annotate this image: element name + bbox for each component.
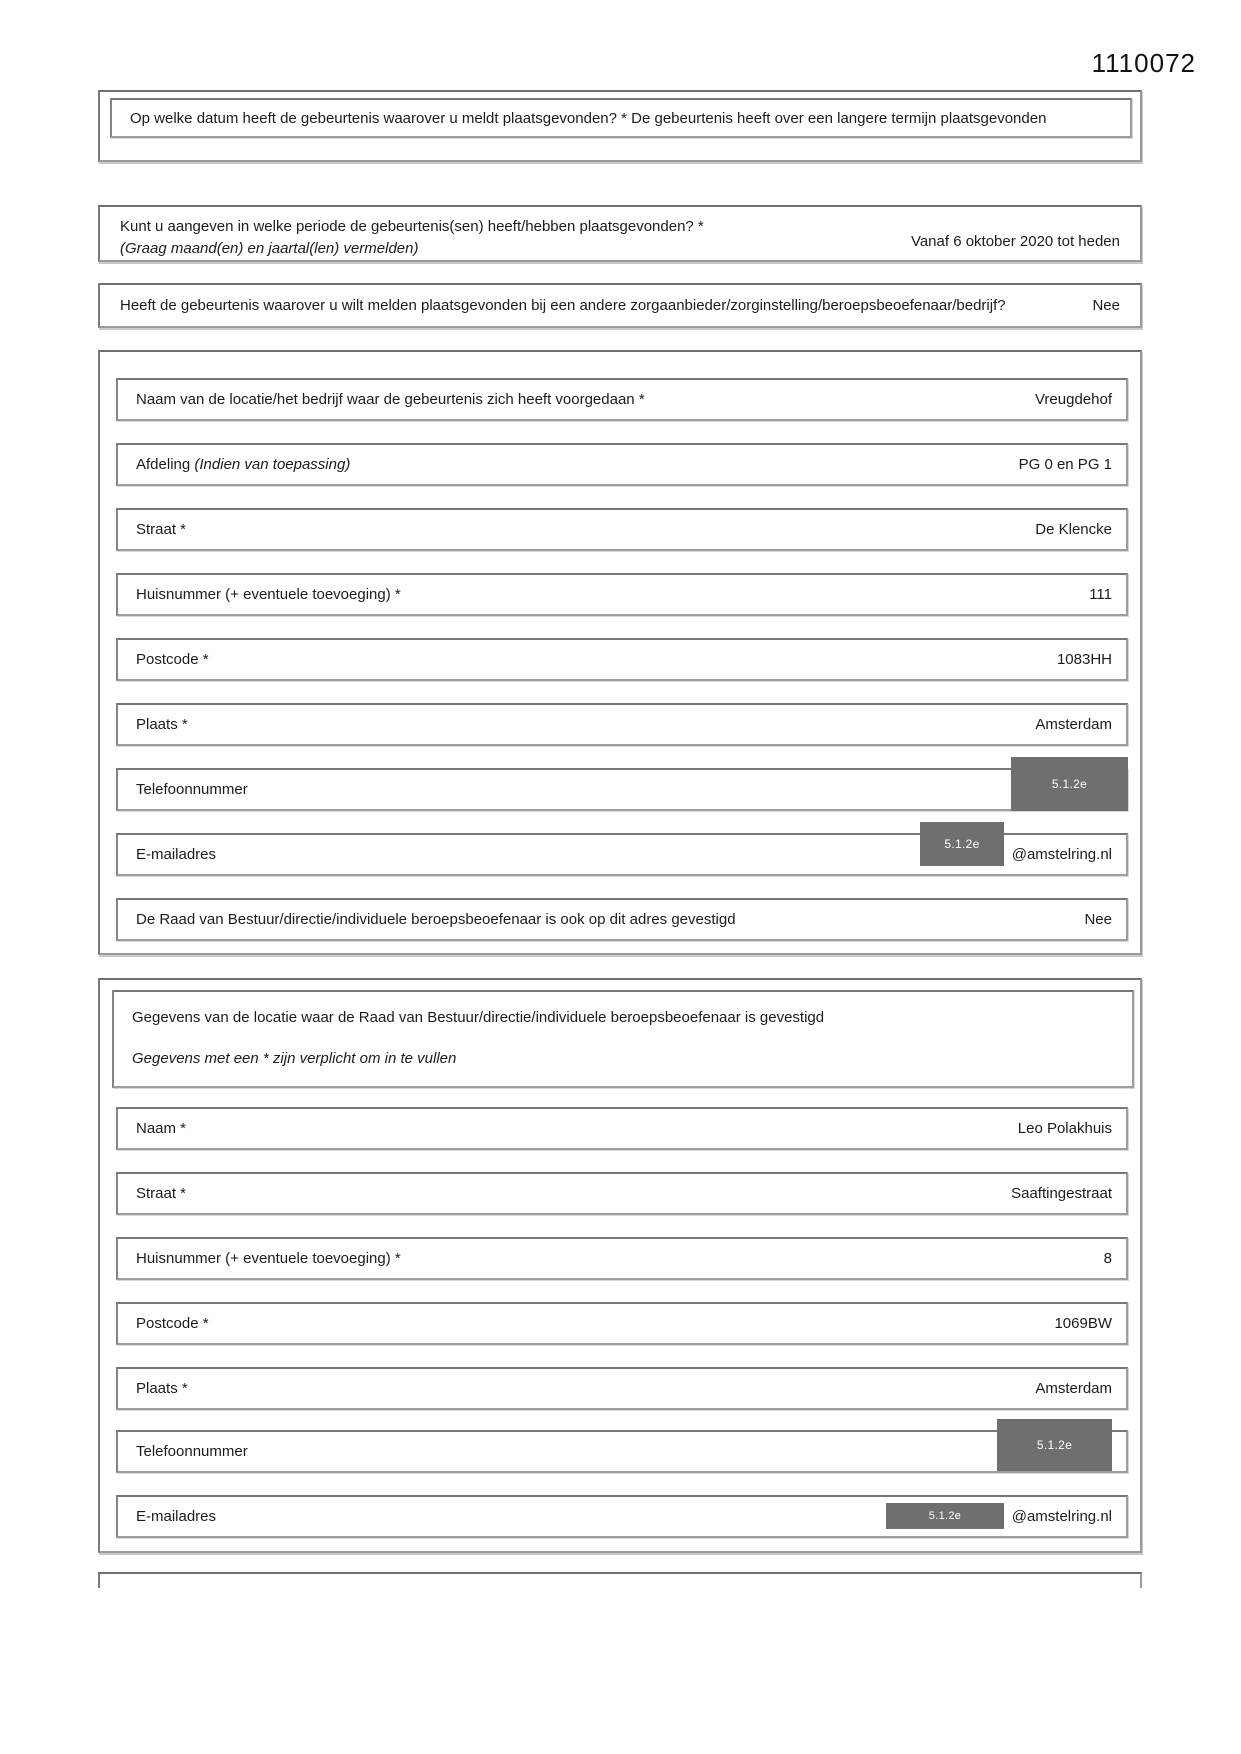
field-label: Naam * xyxy=(136,1120,187,1137)
question2-box xyxy=(98,205,1142,262)
bestuur-section-box xyxy=(98,978,1142,1553)
question2-hint: (Graag maand(en) en jaartal(len) vermelden) xyxy=(120,240,419,257)
field-label: Straat * xyxy=(136,521,187,538)
field-value: Leo Polakhuis xyxy=(1017,1120,1112,1137)
field-value: 8 xyxy=(1103,1250,1112,1267)
field-label: De Raad van Bestuur/directie/individuele beroepsbeoefenaar is ook op dit adres gevestigd xyxy=(136,911,736,928)
field-row-huisnummer xyxy=(116,573,1128,616)
field-value: 1083HH xyxy=(1056,651,1112,668)
field-row-telefoonnummer xyxy=(116,768,1128,811)
field-value-suffix: @amstelring.nl xyxy=(1011,846,1112,863)
field-row-emailadres xyxy=(116,1495,1128,1538)
field-row-raad-gevestigd xyxy=(116,898,1128,941)
bestuur-section-header xyxy=(112,990,1134,1088)
field-value-suffix: @amstelring.nl xyxy=(1011,1508,1112,1525)
field-label: E-mailadres xyxy=(136,1508,217,1525)
field-label: E-mailadres xyxy=(136,846,217,863)
field-value: Nee xyxy=(1084,911,1112,928)
field-row-afdeling xyxy=(116,443,1128,486)
question2-text: Kunt u aangeven in welke periode de gebeurtenis(sen) heeft/hebben plaatsgevonden? * xyxy=(120,218,704,235)
question3-answer: Nee xyxy=(1092,297,1120,314)
field-row-postcode xyxy=(116,1302,1128,1345)
field-value: PG 0 en PG 1 xyxy=(1018,456,1112,473)
field-value: 1069BW xyxy=(1054,1315,1112,1332)
field-row-postcode xyxy=(116,638,1128,681)
field-row-naam xyxy=(116,1107,1128,1150)
document-number: 1110072 xyxy=(1091,48,1196,78)
redaction-box: 5.1.2e xyxy=(920,822,1004,866)
field-row-location-name xyxy=(116,378,1128,421)
field-label: Plaats * xyxy=(136,1380,188,1397)
redaction-box: 5.1.2e xyxy=(997,1419,1112,1471)
field-label: Telefoonnummer xyxy=(136,1443,248,1460)
field-row-plaats xyxy=(116,1367,1128,1410)
field-label-hint: (Indien van toepassing) xyxy=(194,456,351,473)
question1-box xyxy=(110,98,1132,138)
field-row-huisnummer xyxy=(116,1237,1128,1280)
field-label: Straat * xyxy=(136,1185,187,1202)
redaction-box: 5.1.2e xyxy=(886,1503,1004,1529)
field-value: 111 xyxy=(1089,586,1112,603)
field-label: Telefoonnummer xyxy=(136,781,248,798)
field-row-straat xyxy=(116,508,1128,551)
question1-text: Op welke datum heeft de gebeurtenis waarover u meldt plaatsgevonden? * De gebeurtenis heeft over een langere termijn plaatsgevonden xyxy=(130,109,1047,127)
field-label: Naam van de locatie/het bedrijf waar de gebeurtenis zich heeft voorgedaan * xyxy=(136,391,645,408)
bestuur-section-note: Gegevens met een * zijn verplicht om in te vullen xyxy=(132,1050,457,1067)
field-label: Huisnummer (+ eventuele toevoeging) * xyxy=(136,586,401,603)
field-value: Amsterdam xyxy=(1035,1380,1112,1397)
field-label: Huisnummer (+ eventuele toevoeging) * xyxy=(136,1250,401,1267)
field-value: De Klencke xyxy=(1035,521,1112,538)
question2-answer: Vanaf 6 oktober 2020 tot heden xyxy=(910,233,1120,250)
next-section-partial-box xyxy=(98,1572,1142,1588)
field-label: Postcode * xyxy=(136,1315,209,1332)
field-label: Postcode * xyxy=(136,651,209,668)
question3-box xyxy=(98,283,1142,328)
question3-text: Heeft de gebeurtenis waarover u wilt melden plaatsgevonden bij een andere zorgaanbieder/zorginstelling/beroepsbeoefenaar/bedrijf? xyxy=(120,297,1006,314)
question1-group-box xyxy=(98,90,1142,162)
field-value: Amsterdam xyxy=(1035,716,1112,733)
field-value: Vreugdehof xyxy=(1034,391,1112,408)
field-row-telefoonnummer xyxy=(116,1430,1128,1473)
field-row-emailadres xyxy=(116,833,1128,876)
redaction-box: 5.1.2e xyxy=(1011,757,1128,811)
field-value: Saaftingestraat xyxy=(1011,1185,1112,1202)
field-label: Afdeling (Indien van toepassing) xyxy=(136,456,351,473)
bestuur-section-title: Gegevens van de locatie waar de Raad van Bestuur/directie/individuele beroepsbeoefenaar is gevestigd xyxy=(132,1009,825,1026)
location-section-box xyxy=(98,350,1142,955)
field-row-straat xyxy=(116,1172,1128,1215)
field-row-plaats xyxy=(116,703,1128,746)
field-label: Plaats * xyxy=(136,716,188,733)
